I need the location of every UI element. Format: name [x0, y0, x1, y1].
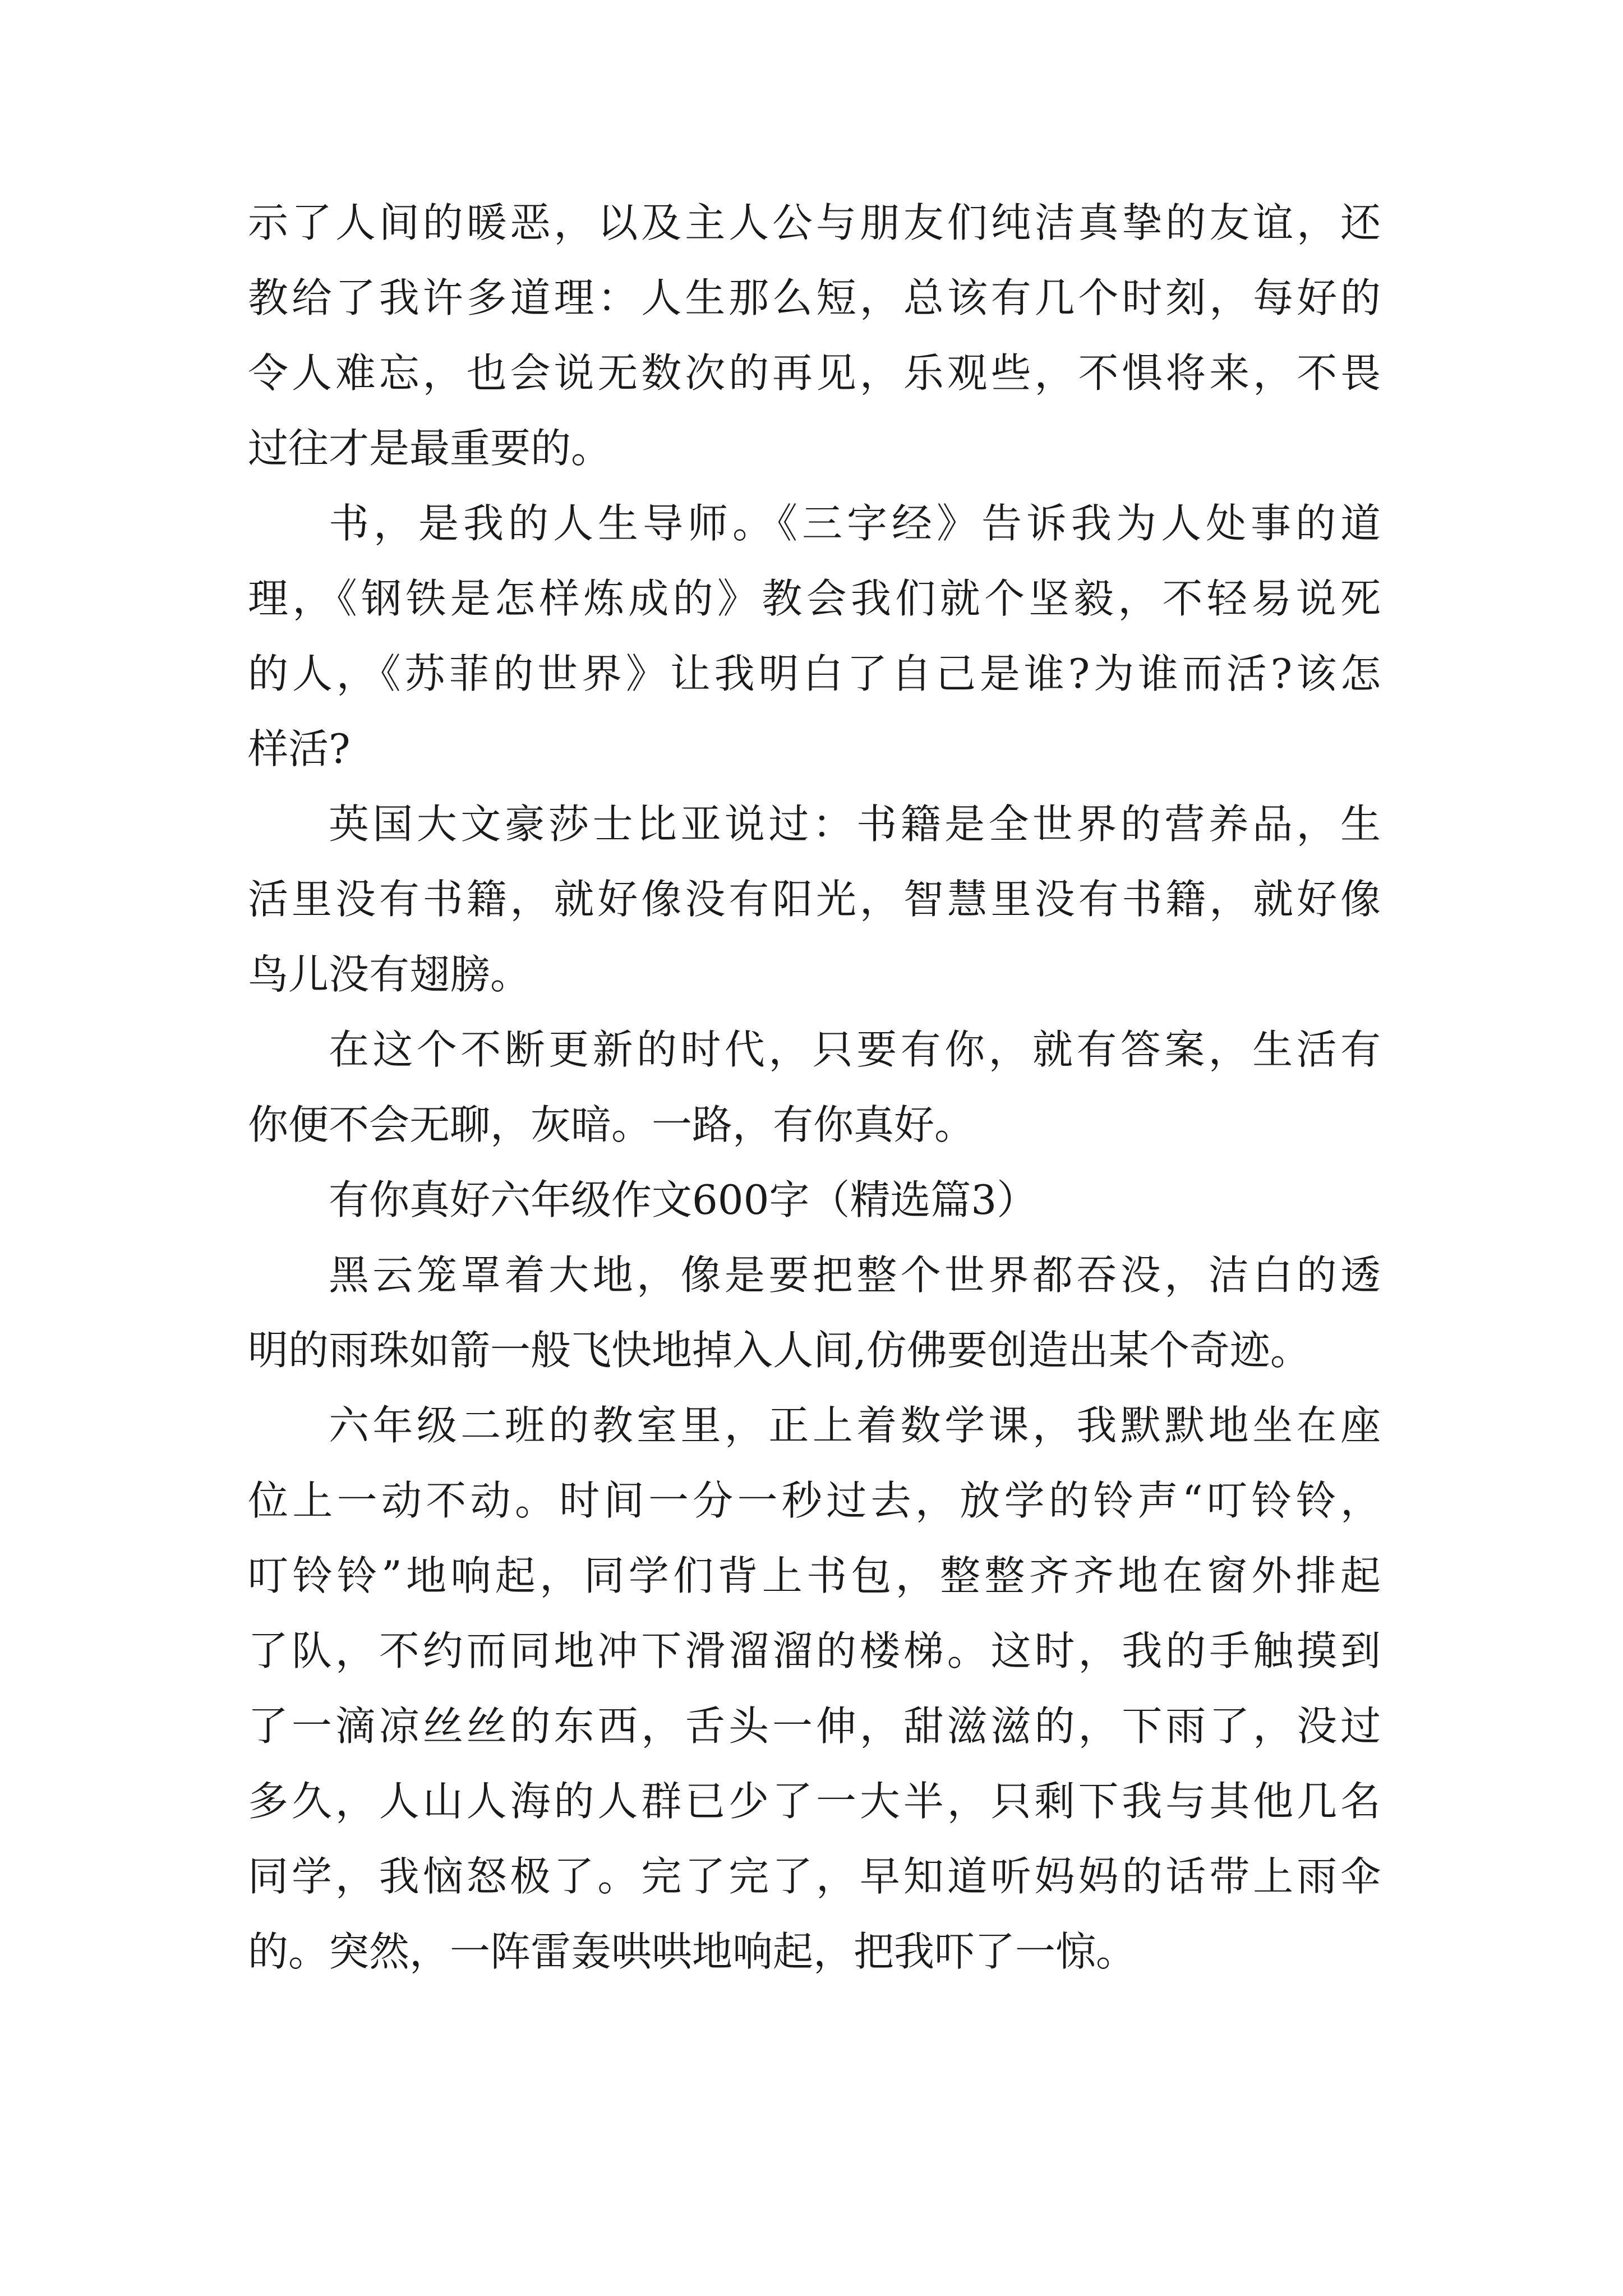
text-line: 六年级二班的教室里，正上着数学课，我默默地坐在座 — [329, 1402, 1381, 1449]
text-line: 黑云笼罩着大地，像是要把整个世界都吞没，洁白的透 — [329, 1251, 1381, 1299]
text-line: 有你真好六年级作文600字（精选篇3） — [329, 1176, 1038, 1223]
text-line: 了一滴凉丝丝的东西，舌头一伸，甜滋滋的，下雨了，没过 — [248, 1703, 1381, 1750]
essay-paragraph — [248, 1237, 1381, 1388]
text-line: 过往才是最重要的。 — [248, 425, 612, 472]
text-line: 英国大文豪莎士比亚说过：书籍是全世界的营养品，生 — [329, 800, 1381, 848]
text-line: 位上一动不动。时间一分一秒过去，放学的铃声“叮铃铃， — [248, 1477, 1381, 1524]
text-line: 令人难忘，也会说无数次的再见，乐观些，不惧将来，不畏 — [248, 349, 1381, 397]
text-line: 同学，我恼怒极了。完了完了，早知道听妈妈的话带上雨伞 — [248, 1853, 1381, 1900]
essay-body — [248, 185, 1381, 1989]
text-line: 在这个不断更新的时代，只要有你，就有答案，生活有 — [329, 1026, 1381, 1073]
text-line: 示了人间的暖恶，以及主人公与朋友们纯洁真挚的友谊，还 — [248, 199, 1381, 246]
text-line: 明的雨珠如箭一般飞快地掉入人间,仿佛要创造出某个奇迹。 — [248, 1327, 1311, 1374]
text-line: 活里没有书籍，就好像没有阳光，智慧里没有书籍，就好像 — [248, 876, 1381, 923]
text-line: 书，是我的人生导师。《三字经》告诉我为人处事的道 — [329, 500, 1381, 547]
text-line: 多久，人山人海的人群已少了一大半，只剩下我与其他几名 — [248, 1778, 1381, 1825]
text-line: 叮铃铃”地响起，同学们背上书包，整整齐齐地在窗外排起 — [248, 1552, 1381, 1599]
essay-paragraph — [248, 185, 1381, 486]
text-line: 鸟儿没有翅膀。 — [248, 951, 531, 998]
section-subtitle — [248, 1162, 1381, 1237]
text-line: 样活? — [248, 725, 351, 772]
text-line: 了队，不约而同地冲下滑溜溜的楼梯。这时，我的手触摸到 — [248, 1627, 1381, 1674]
text-line: 理，《钢铁是怎样炼成的》教会我们就个坚毅，不轻易说死 — [248, 575, 1381, 622]
essay-paragraph — [248, 486, 1381, 786]
essay-paragraph — [248, 1012, 1381, 1162]
text-line: 的。突然，一阵雷轰哄哄地响起，把我吓了一惊。 — [248, 1928, 1137, 1975]
essay-paragraph — [248, 786, 1381, 1012]
essay-paragraph — [248, 1388, 1381, 1989]
text-line: 你便不会无聊，灰暗。一路，有你真好。 — [248, 1101, 975, 1148]
text-line: 教给了我许多道理：人生那么短，总该有几个时刻，每好的 — [248, 274, 1381, 321]
text-line: 的人，《苏菲的世界》让我明白了自己是谁?为谁而活?该怎 — [248, 650, 1381, 697]
